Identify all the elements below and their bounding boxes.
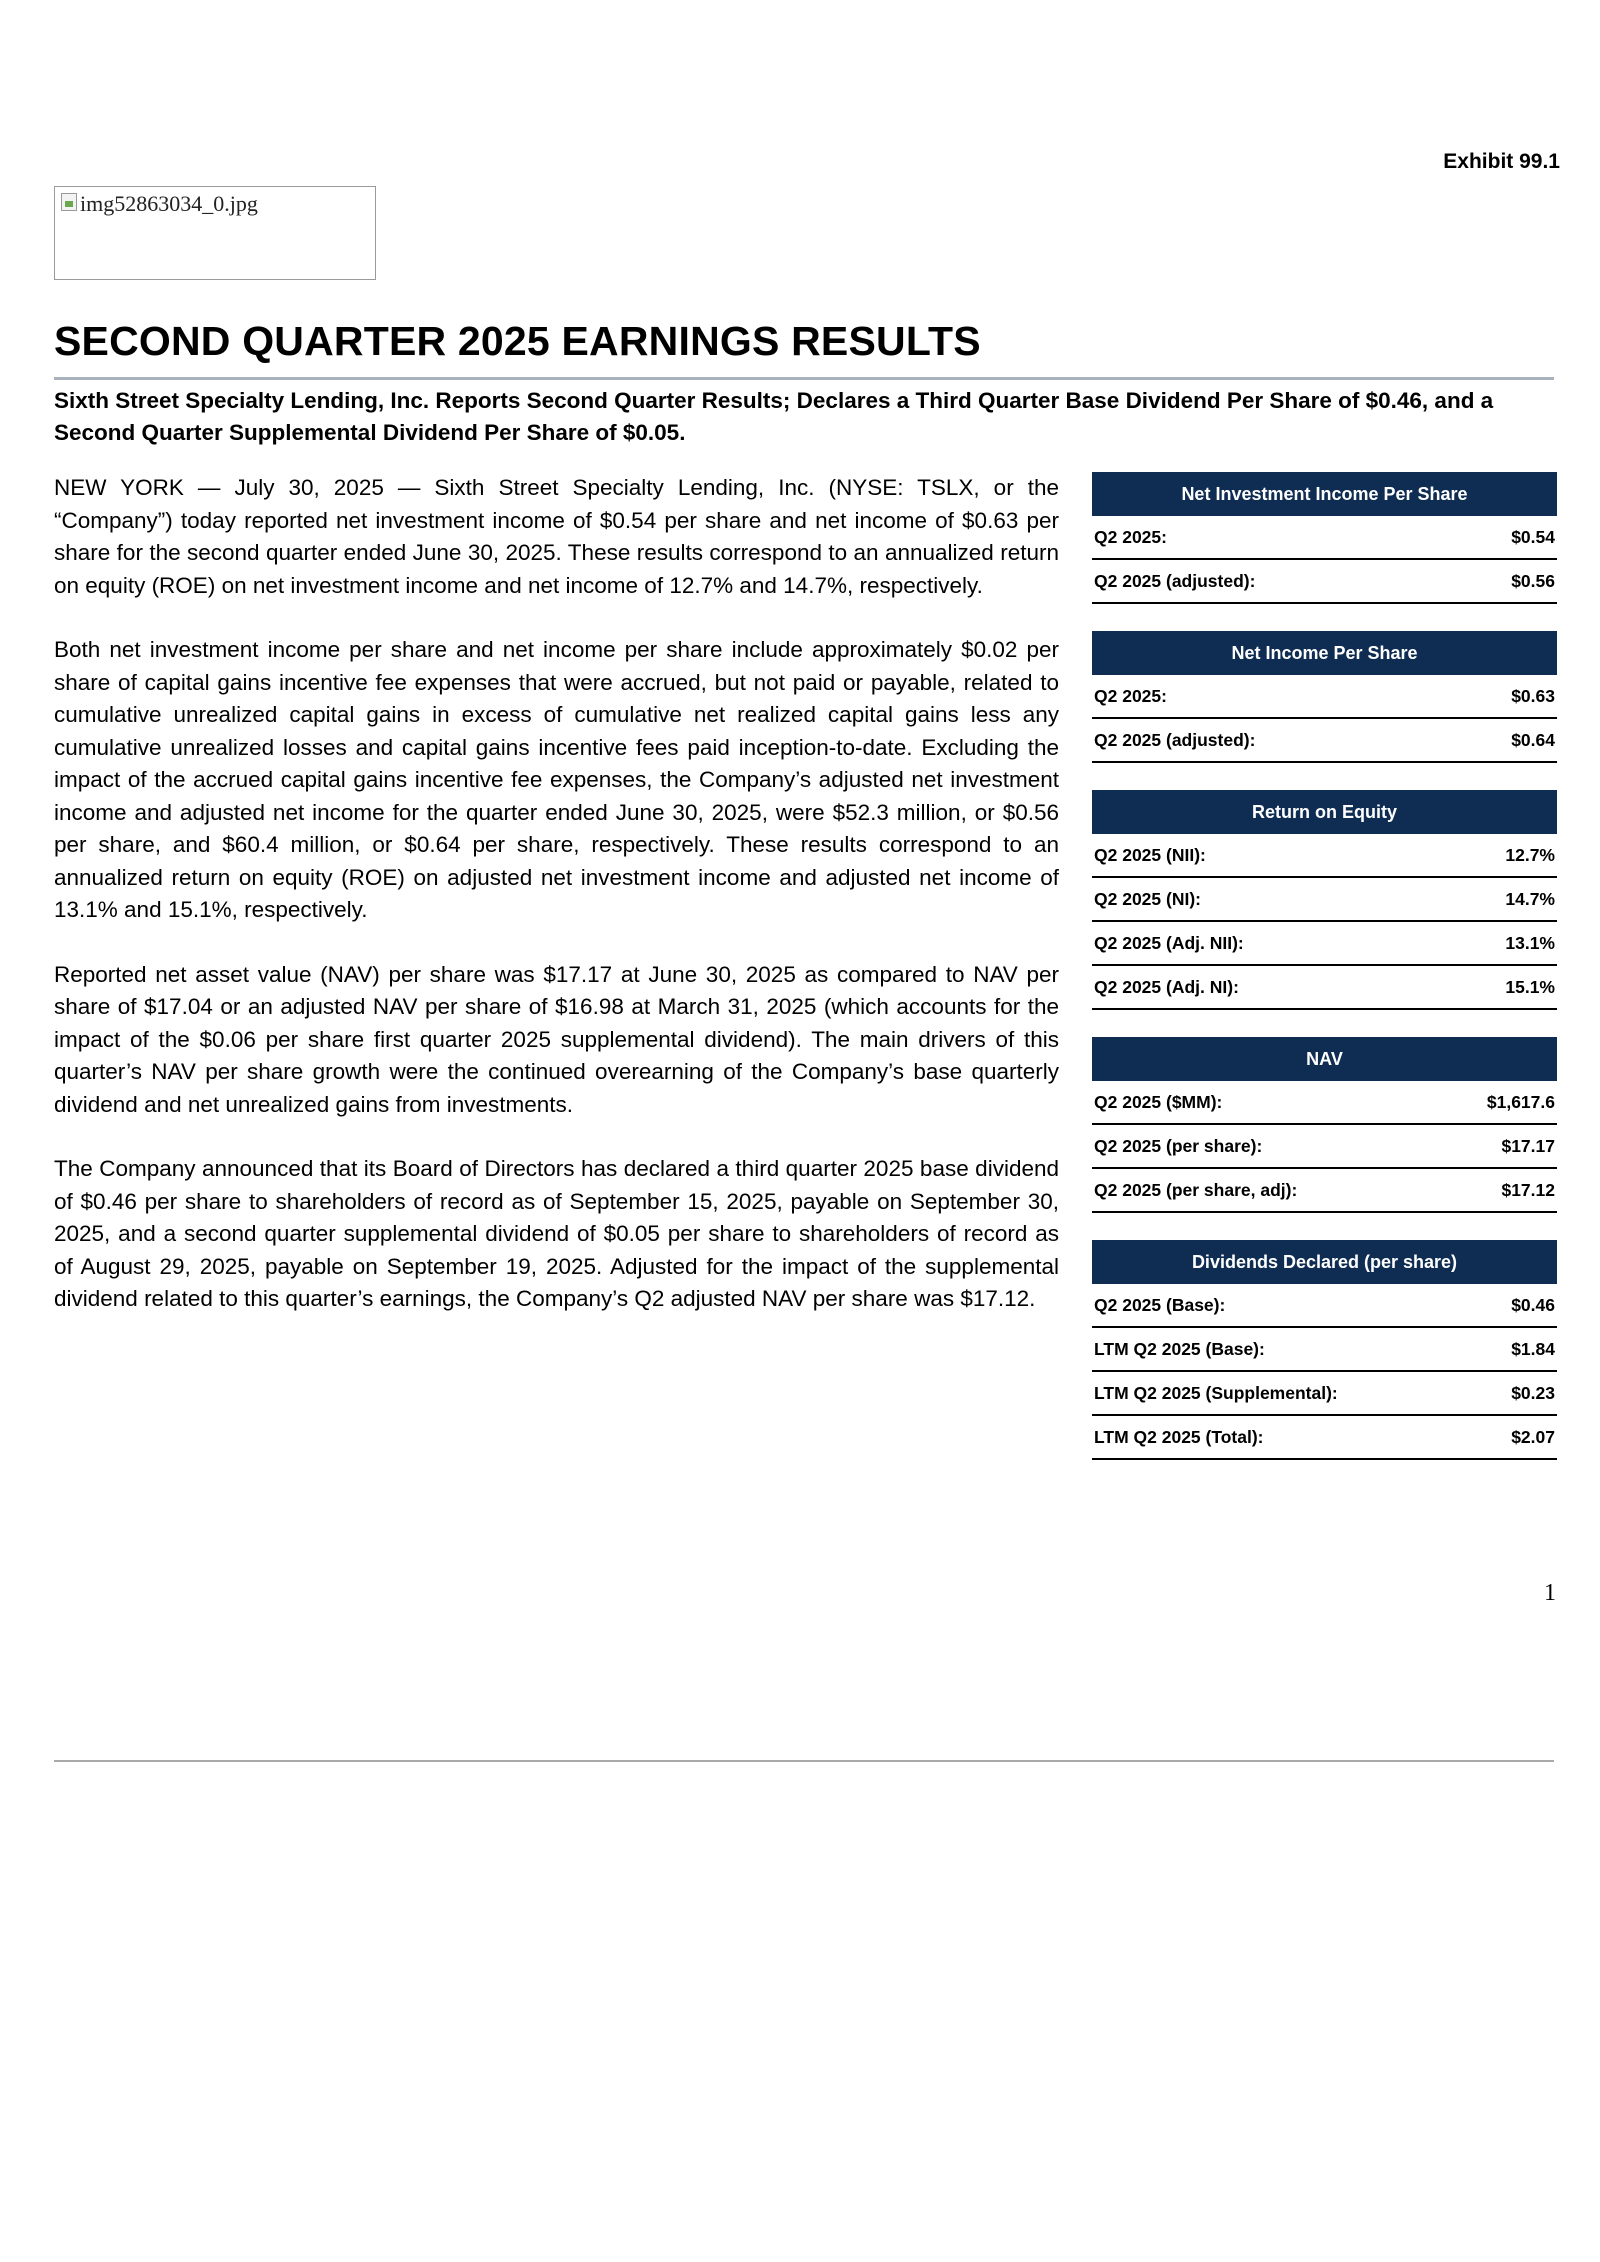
broken-image-icon bbox=[61, 193, 77, 211]
table-row bbox=[1092, 1125, 1557, 1169]
table-row bbox=[1092, 878, 1557, 922]
table-row bbox=[1092, 1169, 1557, 1213]
row-value: $0.46 bbox=[1511, 1294, 1555, 1315]
row-value: 12.7% bbox=[1505, 844, 1555, 865]
net-income-per-share-table bbox=[1092, 631, 1557, 763]
row-value: $0.63 bbox=[1511, 685, 1555, 706]
row-label: Q2 2025 (Adj. NII): bbox=[1094, 932, 1244, 953]
table-header: Net Investment Income Per Share bbox=[1092, 472, 1557, 516]
paragraph-intro: NEW YORK — July 30, 2025 — Sixth Street Specialty Lending, Inc. (NYSE: TSLX, or the “Company”) today reported net investment income of $0.54 per share and net income of $0.63 per share for the second quarter ended June 30, 2025. These results correspond to an annualized return on equity (ROE) on net investment income and net income of 12.7% and 14.7%, respectively. bbox=[54, 475, 1059, 598]
subheadline: Sixth Street Specialty Lending, Inc. Reports Second Quarter Results; Declares a Third Quarter Base Dividend Per Share of $0.46, and a Second Quarter Supplemental Dividend Per Share of $0.05. bbox=[54, 388, 1494, 445]
logo-alt-text: img52863034_0.jpg bbox=[80, 191, 258, 216]
body-text-column bbox=[54, 472, 1059, 1348]
row-label: LTM Q2 2025 (Supplemental): bbox=[1094, 1382, 1338, 1403]
dividends-declared-table bbox=[1092, 1240, 1557, 1460]
row-label: Q2 2025 (per share, adj): bbox=[1094, 1179, 1298, 1200]
row-value: 14.7% bbox=[1505, 888, 1555, 909]
table-row bbox=[1092, 675, 1557, 719]
table-header: NAV bbox=[1092, 1037, 1557, 1081]
row-value: $1,617.6 bbox=[1486, 1091, 1555, 1112]
metrics-sidebar bbox=[1092, 472, 1557, 1487]
table-row bbox=[1092, 1284, 1557, 1328]
row-label: Q2 2025 (NII): bbox=[1094, 844, 1206, 865]
table-header: Dividends Declared (per share) bbox=[1092, 1240, 1557, 1284]
row-value: $17.17 bbox=[1501, 1135, 1555, 1156]
row-label: Q2 2025 (adjusted): bbox=[1094, 570, 1256, 591]
row-label: Q2 2025: bbox=[1094, 526, 1167, 547]
table-row bbox=[1092, 560, 1557, 604]
row-value: $1.84 bbox=[1511, 1338, 1555, 1359]
row-value: 13.1% bbox=[1505, 932, 1555, 953]
table-row bbox=[1092, 516, 1557, 560]
page-title: SECOND QUARTER 2025 EARNINGS RESULTS bbox=[54, 318, 981, 364]
page-number: 1 bbox=[1544, 1580, 1556, 1606]
table-row bbox=[1092, 719, 1557, 763]
footer-divider bbox=[54, 1760, 1554, 1762]
row-label: LTM Q2 2025 (Base): bbox=[1094, 1338, 1265, 1359]
row-value: $17.12 bbox=[1501, 1179, 1555, 1200]
company-logo-image bbox=[54, 186, 376, 280]
row-label: Q2 2025 (per share): bbox=[1094, 1135, 1263, 1156]
row-label: Q2 2025 (Base): bbox=[1094, 1294, 1226, 1315]
table-row bbox=[1092, 1081, 1557, 1125]
paragraph-dividends: The Company announced that its Board of Directors has declared a third quarter 2025 base dividend of $0.46 per share to shareholders of record as of September 15, 2025, payable on September 30, 2025, and a second quarter supplemental dividend of $0.05 per share to shareholders of record as of August 29, 2025, payable on September 19, 2025. Adjusted for the impact of the supplemental dividend related to this quarter’s earnings, the Company’s Q2 adjusted NAV per share was $17.12. bbox=[54, 1156, 1059, 1311]
paragraph-nav: Reported net asset value (NAV) per share was $17.17 at June 30, 2025 as compared to NAV per share of $17.04 or an adjusted NAV per share of $16.98 at March 31, 2025 (which accounts for the impact of the $0.06 per share first quarter 2025 supplemental dividend). The main drivers of this quarter’s NAV per share growth were the continued overearning of the Company’s base quarterly dividend and net unrealized gains from investments. bbox=[54, 961, 1059, 1117]
table-row bbox=[1092, 922, 1557, 966]
row-value: $2.07 bbox=[1511, 1426, 1555, 1447]
row-label: Q2 2025 (NI): bbox=[1094, 888, 1201, 909]
row-value: $0.54 bbox=[1511, 526, 1555, 547]
table-row bbox=[1092, 1416, 1557, 1460]
table-header: Net Income Per Share bbox=[1092, 631, 1557, 675]
row-value: $0.56 bbox=[1511, 570, 1555, 591]
row-label: Q2 2025 (Adj. NI): bbox=[1094, 976, 1239, 997]
row-value: $0.64 bbox=[1511, 729, 1555, 750]
table-row bbox=[1092, 966, 1557, 1010]
nav-table bbox=[1092, 1037, 1557, 1213]
table-row bbox=[1092, 1328, 1557, 1372]
exhibit-label: Exhibit 99.1 bbox=[1443, 150, 1560, 173]
row-value: $0.23 bbox=[1511, 1382, 1555, 1403]
table-row bbox=[1092, 1372, 1557, 1416]
table-header: Return on Equity bbox=[1092, 790, 1557, 834]
table-row bbox=[1092, 834, 1557, 878]
row-value: 15.1% bbox=[1505, 976, 1555, 997]
return-on-equity-table bbox=[1092, 790, 1557, 1010]
title-divider bbox=[54, 377, 1554, 380]
nii-per-share-table bbox=[1092, 472, 1557, 604]
row-label: Q2 2025: bbox=[1094, 685, 1167, 706]
row-label: LTM Q2 2025 (Total): bbox=[1094, 1426, 1264, 1447]
paragraph-adjusted-results: Both net investment income per share and net income per share include approximately $0.02 per share of capital gains incentive fee expenses that were accrued, but not paid or payable, related to cumulative unrealized capital gains in excess of cumulative net realized capital gains less any cumulative unrealized losses and capital gains incentive fees paid inception-to-date. Excluding the impact of the accrued capital gains incentive fee expenses, the Company’s adjusted net investment income and adjusted net income for the quarter ended June 30, 2025, were $52.3 million, or $0.56 per share, and $60.4 million, or $0.64 per share, respectively. These results correspond to an annualized return on equity (ROE) on adjusted net investment income and adjusted net income of 13.1% and 15.1%, respectively. bbox=[54, 637, 1059, 922]
row-label: Q2 2025 (adjusted): bbox=[1094, 729, 1256, 750]
row-label: Q2 2025 ($MM): bbox=[1094, 1091, 1223, 1112]
